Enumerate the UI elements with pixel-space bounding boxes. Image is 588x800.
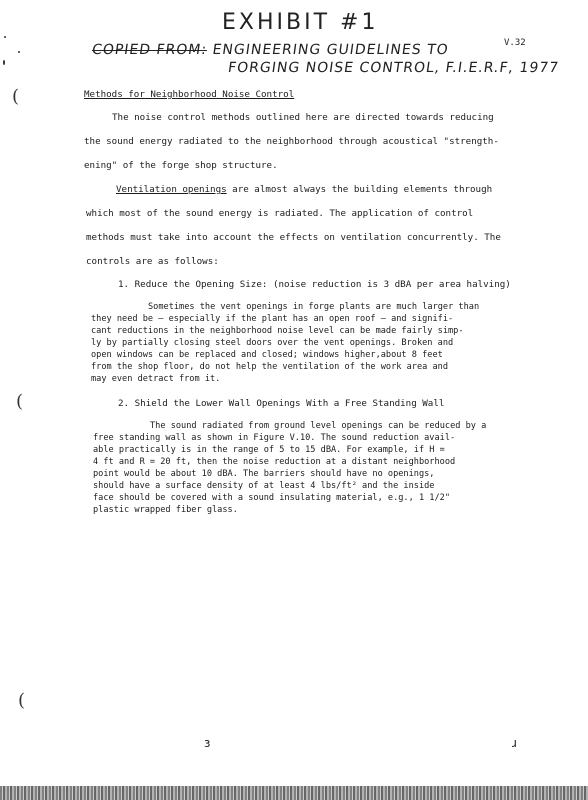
text-line: cant reductions in the neighborhood noise level can be made fairly simp- xyxy=(91,326,464,336)
scan-speck xyxy=(4,36,6,38)
scan-mark: ɜ xyxy=(204,736,211,750)
ventilation-term: Ventilation openings xyxy=(116,184,227,195)
binder-hole-mark: ( xyxy=(12,86,20,107)
binder-hole-mark: ( xyxy=(18,690,26,711)
text-line: from the shop floor, do not help the ventilation of the work area and xyxy=(91,362,448,372)
text-line: should have a surface density of at least 4 lbs/ft² and the inside xyxy=(93,481,435,491)
text-line: able practically is in the range of 5 to 15 dBA. For example, if H = xyxy=(93,445,445,455)
text-line: methods must take into account the effects on ventilation concurrently. The xyxy=(86,232,501,243)
text-span: are almost always the building elements through xyxy=(226,184,493,195)
text-line: ening" of the forge shop structure. xyxy=(84,160,278,171)
text-line: The sound radiated from ground level openings can be reduced by a xyxy=(150,421,487,431)
copied-from-label: COPIED FROM: xyxy=(90,42,209,58)
text-line: plastic wrapped fiber glass. xyxy=(93,505,238,515)
list-item-number: 2. xyxy=(118,398,130,409)
exhibit-label: EXHIBIT #1 xyxy=(222,10,379,35)
text-line: controls are as follows: xyxy=(86,256,219,267)
section-heading: Methods for Neighborhood Noise Control xyxy=(84,89,295,100)
page-number: V.32 xyxy=(504,38,526,48)
text-line: open windows can be replaced and closed; windows higher,about 8 feet xyxy=(91,350,443,360)
source-line-1 xyxy=(91,42,450,58)
text-line: point would be about 10 dBA. The barriers should have no openings, xyxy=(93,469,435,479)
text-line: which most of the sound energy is radiated. The application of control xyxy=(86,208,474,219)
text-line: face should be covered with a sound insulating material, e.g., 1 1/2" xyxy=(93,493,450,503)
text-line: The noise control methods outlined here are directed towards reducing xyxy=(112,112,494,123)
text-line: free standing wall as shown in Figure V.10. The sound reduction avail- xyxy=(93,433,456,443)
source-line-2: FORGING NOISE CONTROL, F.I.E.R.F, 1977 xyxy=(226,60,561,76)
list-item-title: Reduce the Opening Size: xyxy=(134,279,268,290)
list-item-note: (noise reduction is 3 dBA per area halving) xyxy=(272,279,511,290)
text-line: 4 ft and R = 20 ft, then the noise reduction at a distant neighborhood xyxy=(93,457,456,467)
text-line xyxy=(116,184,492,195)
list-item-heading xyxy=(118,398,444,409)
scan-mark: ɹ xyxy=(512,736,517,750)
text-line: Sometimes the vent openings in forge plants are much larger than xyxy=(148,302,480,312)
text-line: may even detract from it. xyxy=(91,374,221,384)
scan-speck xyxy=(18,51,20,53)
list-item-number: 1. xyxy=(118,279,130,290)
text-line: they need be — especially if the plant has an open roof — and signifi- xyxy=(91,314,454,324)
scan-edge-noise xyxy=(0,786,588,800)
scan-speck xyxy=(3,60,5,65)
list-item-title: Shield the Lower Wall Openings With a Free Standing Wall xyxy=(134,398,445,409)
text-line: ly by partially closing steel doors over the vent openings. Broken and xyxy=(91,338,454,348)
source-title: ENGINEERING GUIDELINES TO xyxy=(211,42,450,58)
binder-hole-mark: ( xyxy=(16,391,24,412)
text-line: the sound energy radiated to the neighborhood through acoustical "strength- xyxy=(84,136,499,147)
list-item-heading xyxy=(118,279,511,290)
